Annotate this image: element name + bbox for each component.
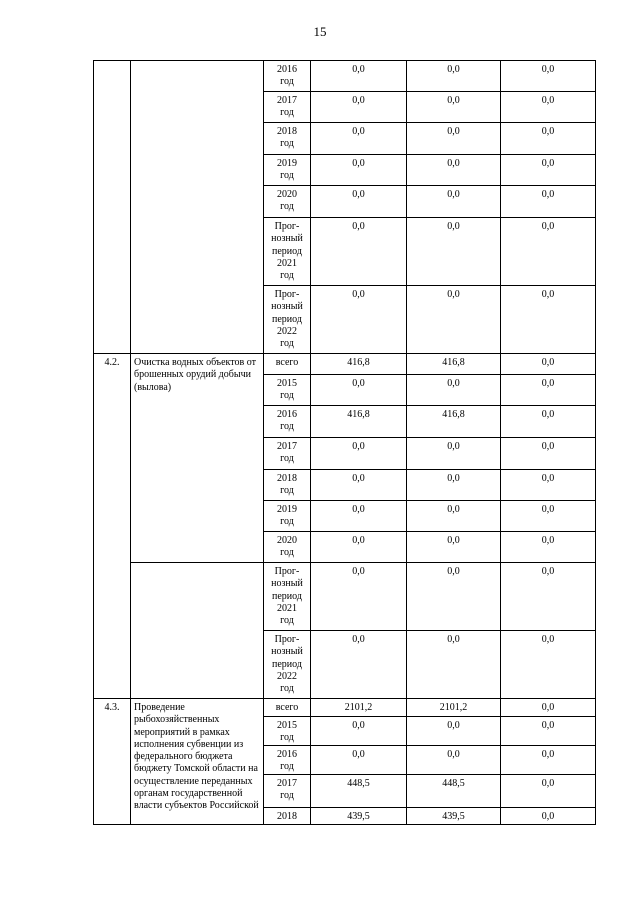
federal-cell: 0,0 <box>407 717 501 746</box>
total-cell: 0,0 <box>311 61 407 92</box>
federal-cell: 0,0 <box>407 375 501 406</box>
federal-cell: 448,5 <box>407 775 501 808</box>
regional-cell: 0,0 <box>501 92 596 123</box>
regional-cell: 0,0 <box>501 563 596 631</box>
regional-cell: 0,0 <box>501 123 596 155</box>
table-row <box>94 354 596 375</box>
regional-cell: 0,0 <box>501 631 596 699</box>
federal-cell: 0,0 <box>407 563 501 631</box>
period-cell: 2016 год <box>264 406 311 438</box>
item-number: 4.2. <box>94 354 131 699</box>
period-cell: 2020 год <box>264 532 311 563</box>
total-cell: 0,0 <box>311 218 407 286</box>
budget-table-body <box>94 61 596 825</box>
item-name-blank <box>131 563 264 699</box>
item-name: Проведение рыбохозяйственных мероприятий в рамках исполнения субвенции из федерального бюджета бюджету Томской области на осуществление переданных органам государственной власти субъектов Российской <box>131 699 264 825</box>
federal-cell: 416,8 <box>407 354 501 375</box>
total-cell: 0,0 <box>311 717 407 746</box>
period-cell: всего <box>264 699 311 717</box>
regional-cell: 0,0 <box>501 699 596 717</box>
federal-cell: 0,0 <box>407 470 501 501</box>
table-row <box>94 699 596 717</box>
regional-cell: 0,0 <box>501 470 596 501</box>
period-cell: 2016 год <box>264 61 311 92</box>
period-cell: Прог- нозный период 2022 год <box>264 631 311 699</box>
regional-cell: 0,0 <box>501 61 596 92</box>
regional-cell: 0,0 <box>501 186 596 218</box>
table-row <box>94 61 596 92</box>
period-cell: 2015 год <box>264 717 311 746</box>
total-cell: 0,0 <box>311 470 407 501</box>
regional-cell: 0,0 <box>501 717 596 746</box>
federal-cell: 0,0 <box>407 123 501 155</box>
regional-cell: 0,0 <box>501 808 596 825</box>
budget-table <box>93 60 596 825</box>
table-row <box>94 563 596 631</box>
federal-cell: 0,0 <box>407 438 501 470</box>
total-cell: 0,0 <box>311 155 407 186</box>
page-number: 15 <box>313 24 327 39</box>
period-cell: 2016 год <box>264 746 311 775</box>
regional-cell: 0,0 <box>501 218 596 286</box>
regional-cell: 0,0 <box>501 286 596 354</box>
total-cell: 0,0 <box>311 532 407 563</box>
total-cell: 0,0 <box>311 438 407 470</box>
regional-cell: 0,0 <box>501 438 596 470</box>
regional-cell: 0,0 <box>501 532 596 563</box>
total-cell: 2101,2 <box>311 699 407 717</box>
federal-cell: 0,0 <box>407 186 501 218</box>
period-cell: 2017 год <box>264 775 311 808</box>
total-cell: 0,0 <box>311 746 407 775</box>
federal-cell: 0,0 <box>407 155 501 186</box>
item-name <box>131 61 264 354</box>
regional-cell: 0,0 <box>501 406 596 438</box>
total-cell: 448,5 <box>311 775 407 808</box>
total-cell: 0,0 <box>311 563 407 631</box>
period-cell: 2017 год <box>264 438 311 470</box>
federal-cell: 0,0 <box>407 746 501 775</box>
period-cell: Прог- нозный период 2022 год <box>264 286 311 354</box>
regional-cell: 0,0 <box>501 375 596 406</box>
regional-cell: 0,0 <box>501 155 596 186</box>
total-cell: 0,0 <box>311 123 407 155</box>
federal-cell: 0,0 <box>407 286 501 354</box>
federal-cell: 2101,2 <box>407 699 501 717</box>
regional-cell: 0,0 <box>501 354 596 375</box>
period-cell: Прог- нозный период 2021 год <box>264 563 311 631</box>
period-cell: 2018 <box>264 808 311 825</box>
total-cell: 0,0 <box>311 631 407 699</box>
total-cell: 0,0 <box>311 501 407 532</box>
total-cell: 439,5 <box>311 808 407 825</box>
item-number <box>94 61 131 354</box>
federal-cell: 0,0 <box>407 631 501 699</box>
total-cell: 0,0 <box>311 186 407 218</box>
total-cell: 0,0 <box>311 92 407 123</box>
item-number: 4.3. <box>94 699 131 825</box>
regional-cell: 0,0 <box>501 746 596 775</box>
total-cell: 0,0 <box>311 375 407 406</box>
total-cell: 416,8 <box>311 354 407 375</box>
period-cell: 2019 год <box>264 501 311 532</box>
total-cell: 0,0 <box>311 286 407 354</box>
period-cell: 2018 год <box>264 470 311 501</box>
regional-cell: 0,0 <box>501 501 596 532</box>
federal-cell: 0,0 <box>407 92 501 123</box>
period-cell: 2018 год <box>264 123 311 155</box>
federal-cell: 0,0 <box>407 61 501 92</box>
federal-cell: 0,0 <box>407 501 501 532</box>
federal-cell: 0,0 <box>407 218 501 286</box>
period-cell: 2019 год <box>264 155 311 186</box>
regional-cell: 0,0 <box>501 775 596 808</box>
total-cell: 416,8 <box>311 406 407 438</box>
period-cell: 2015 год <box>264 375 311 406</box>
period-cell: всего <box>264 354 311 375</box>
federal-cell: 0,0 <box>407 532 501 563</box>
federal-cell: 416,8 <box>407 406 501 438</box>
federal-cell: 439,5 <box>407 808 501 825</box>
period-cell: Прог- нозный период 2021 год <box>264 218 311 286</box>
item-name: Очистка водных объектов от брошенных орудий добычи (вылова) <box>131 354 264 563</box>
period-cell: 2020 год <box>264 186 311 218</box>
period-cell: 2017 год <box>264 92 311 123</box>
